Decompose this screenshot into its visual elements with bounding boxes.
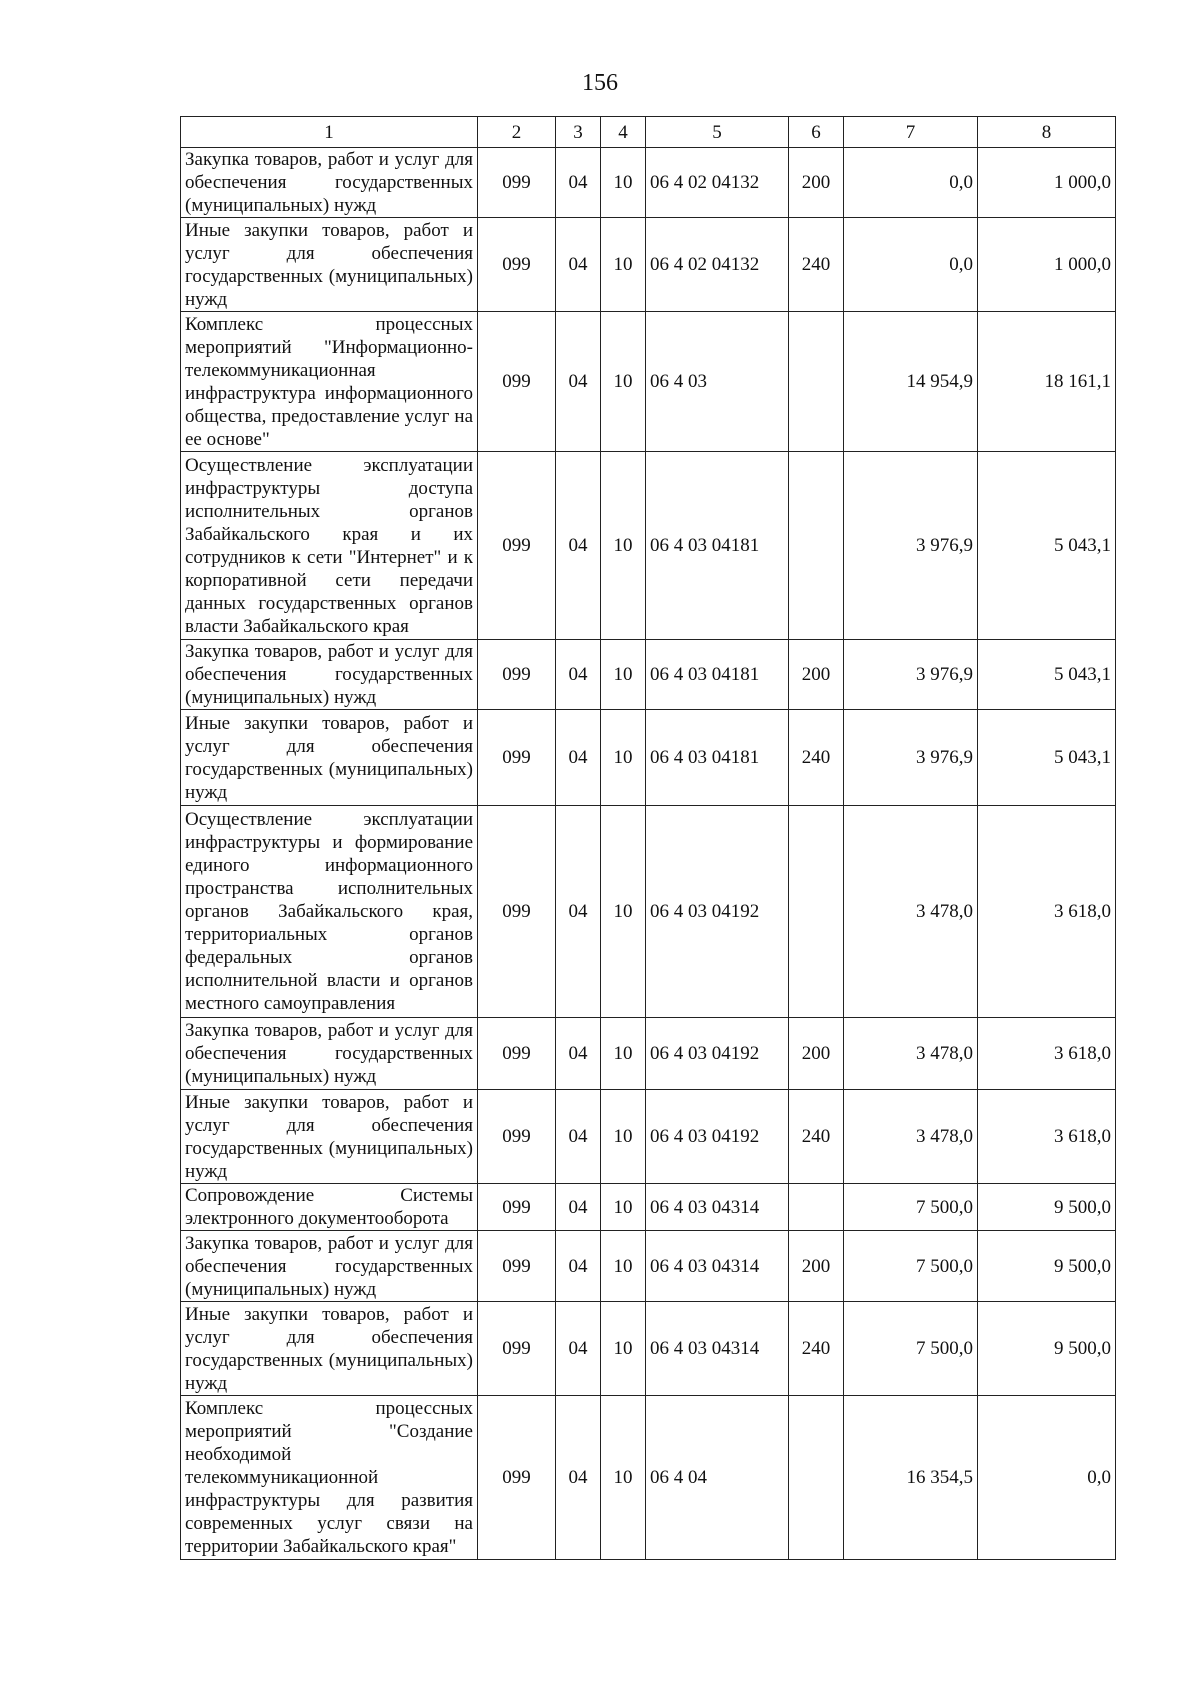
cell-ministry: 099 — [478, 312, 556, 452]
cell-amount-2: 5 043,1 — [978, 640, 1116, 710]
header-row — [181, 117, 1116, 148]
cell-expense-type: 240 — [789, 218, 844, 312]
cell-subsection: 10 — [601, 1302, 646, 1396]
cell-amount-2: 18 161,1 — [978, 312, 1116, 452]
table-row — [181, 1090, 1116, 1184]
row-description: Закупка товаров, работ и услуг для обеспечения государственных (муниципальных) нужд — [181, 1018, 478, 1090]
cell-amount-2: 1 000,0 — [978, 148, 1116, 218]
cell-expense-type — [789, 452, 844, 640]
column-header-5: 5 — [646, 117, 789, 148]
column-header-3: 3 — [556, 117, 601, 148]
table-row — [181, 218, 1116, 312]
table-row — [181, 148, 1116, 218]
cell-amount-1: 16 354,5 — [844, 1396, 978, 1560]
cell-section: 04 — [556, 452, 601, 640]
cell-ministry: 099 — [478, 640, 556, 710]
cell-amount-2: 5 043,1 — [978, 452, 1116, 640]
cell-subsection: 10 — [601, 1396, 646, 1560]
budget-table — [180, 116, 1116, 1560]
cell-section: 04 — [556, 640, 601, 710]
cell-target-code: 06 4 03 04181 — [646, 710, 789, 806]
cell-subsection: 10 — [601, 218, 646, 312]
table-row — [181, 1184, 1116, 1231]
cell-amount-2: 3 618,0 — [978, 1090, 1116, 1184]
cell-ministry: 099 — [478, 1090, 556, 1184]
cell-target-code: 06 4 03 04314 — [646, 1231, 789, 1302]
cell-subsection: 10 — [601, 710, 646, 806]
cell-expense-type: 200 — [789, 640, 844, 710]
cell-amount-1: 3 478,0 — [844, 1018, 978, 1090]
cell-amount-2: 5 043,1 — [978, 710, 1116, 806]
cell-amount-2: 0,0 — [978, 1396, 1116, 1560]
cell-amount-2: 3 618,0 — [978, 806, 1116, 1018]
cell-subsection: 10 — [601, 312, 646, 452]
cell-subsection: 10 — [601, 1018, 646, 1090]
table-row — [181, 806, 1116, 1018]
cell-section: 04 — [556, 312, 601, 452]
cell-target-code: 06 4 04 — [646, 1396, 789, 1560]
table-row — [181, 452, 1116, 640]
cell-expense-type — [789, 806, 844, 1018]
cell-section: 04 — [556, 1018, 601, 1090]
cell-ministry: 099 — [478, 710, 556, 806]
cell-expense-type: 240 — [789, 1302, 844, 1396]
row-description: Сопровождение Системы электронного документооборота — [181, 1184, 478, 1231]
column-header-2: 2 — [478, 117, 556, 148]
cell-subsection: 10 — [601, 1090, 646, 1184]
row-description: Комплекс процессных мероприятий "Информационно-телекоммуникационная инфраструктура информационного общества, предоставление услуг на ее основе" — [181, 312, 478, 452]
row-description: Иные закупки товаров, работ и услуг для обеспечения государственных (муниципальных) нужд — [181, 1090, 478, 1184]
cell-section: 04 — [556, 1396, 601, 1560]
cell-ministry: 099 — [478, 1184, 556, 1231]
cell-ministry: 099 — [478, 1396, 556, 1560]
cell-expense-type — [789, 312, 844, 452]
cell-target-code: 06 4 03 04192 — [646, 806, 789, 1018]
column-header-1: 1 — [181, 117, 478, 148]
column-header-6: 6 — [789, 117, 844, 148]
cell-target-code: 06 4 03 04192 — [646, 1090, 789, 1184]
cell-ministry: 099 — [478, 1018, 556, 1090]
cell-ministry: 099 — [478, 218, 556, 312]
cell-amount-1: 0,0 — [844, 218, 978, 312]
cell-target-code: 06 4 03 04314 — [646, 1184, 789, 1231]
cell-target-code: 06 4 03 04314 — [646, 1302, 789, 1396]
column-header-4: 4 — [601, 117, 646, 148]
cell-target-code: 06 4 03 04192 — [646, 1018, 789, 1090]
column-header-7: 7 — [844, 117, 978, 148]
cell-section: 04 — [556, 1231, 601, 1302]
page-number: 156 — [582, 70, 618, 96]
cell-target-code: 06 4 03 04181 — [646, 452, 789, 640]
table-row — [181, 640, 1116, 710]
cell-amount-1: 7 500,0 — [844, 1184, 978, 1231]
cell-ministry: 099 — [478, 148, 556, 218]
cell-amount-1: 3 976,9 — [844, 452, 978, 640]
cell-amount-1: 3 976,9 — [844, 640, 978, 710]
cell-subsection: 10 — [601, 1184, 646, 1231]
cell-target-code: 06 4 03 04181 — [646, 640, 789, 710]
cell-section: 04 — [556, 218, 601, 312]
cell-section: 04 — [556, 710, 601, 806]
cell-target-code: 06 4 02 04132 — [646, 218, 789, 312]
cell-expense-type — [789, 1184, 844, 1231]
row-description: Комплекс процессных мероприятий "Создание необходимой телекоммуникационной инфраструктуры для развития современных услуг связи на территории Забайкальского края" — [181, 1396, 478, 1560]
cell-section: 04 — [556, 1302, 601, 1396]
cell-expense-type — [789, 1396, 844, 1560]
cell-amount-2: 1 000,0 — [978, 218, 1116, 312]
cell-section: 04 — [556, 1184, 601, 1231]
table-row — [181, 1231, 1116, 1302]
table-row — [181, 1396, 1116, 1560]
cell-expense-type: 240 — [789, 1090, 844, 1184]
cell-expense-type: 200 — [789, 1018, 844, 1090]
cell-ministry: 099 — [478, 1302, 556, 1396]
row-description: Иные закупки товаров, работ и услуг для обеспечения государственных (муниципальных) нужд — [181, 710, 478, 806]
row-description: Иные закупки товаров, работ и услуг для обеспечения государственных (муниципальных) нужд — [181, 218, 478, 312]
cell-target-code: 06 4 03 — [646, 312, 789, 452]
row-description: Осуществление эксплуатации инфраструктуры и формирование единого информационного пространства исполнительных органов Забайкальского края, территориальных органов федеральных органов исполнительной власти и органов местного самоуправления — [181, 806, 478, 1018]
table-row — [181, 710, 1116, 806]
cell-amount-1: 3 478,0 — [844, 806, 978, 1018]
cell-amount-2: 3 618,0 — [978, 1018, 1116, 1090]
cell-ministry: 099 — [478, 452, 556, 640]
row-description: Закупка товаров, работ и услуг для обеспечения государственных (муниципальных) нужд — [181, 148, 478, 218]
cell-amount-1: 14 954,9 — [844, 312, 978, 452]
cell-subsection: 10 — [601, 148, 646, 218]
cell-section: 04 — [556, 806, 601, 1018]
row-description: Закупка товаров, работ и услуг для обеспечения государственных (муниципальных) нужд — [181, 1231, 478, 1302]
cell-target-code: 06 4 02 04132 — [646, 148, 789, 218]
row-description: Закупка товаров, работ и услуг для обеспечения государственных (муниципальных) нужд — [181, 640, 478, 710]
row-description: Осуществление эксплуатации инфраструктуры доступа исполнительных органов Забайкальского края и их сотрудников к сети "Интернет" и к корпоративной сети передачи данных государственных органов власти Забайкальского края — [181, 452, 478, 640]
cell-amount-1: 7 500,0 — [844, 1302, 978, 1396]
cell-expense-type: 200 — [789, 148, 844, 218]
table-row — [181, 312, 1116, 452]
cell-amount-1: 7 500,0 — [844, 1231, 978, 1302]
cell-amount-1: 0,0 — [844, 148, 978, 218]
cell-subsection: 10 — [601, 640, 646, 710]
cell-subsection: 10 — [601, 806, 646, 1018]
row-description: Иные закупки товаров, работ и услуг для обеспечения государственных (муниципальных) нужд — [181, 1302, 478, 1396]
cell-amount-1: 3 976,9 — [844, 710, 978, 806]
cell-expense-type: 200 — [789, 1231, 844, 1302]
cell-amount-2: 9 500,0 — [978, 1231, 1116, 1302]
cell-section: 04 — [556, 1090, 601, 1184]
cell-subsection: 10 — [601, 1231, 646, 1302]
cell-ministry: 099 — [478, 806, 556, 1018]
column-header-8: 8 — [978, 117, 1116, 148]
cell-amount-2: 9 500,0 — [978, 1184, 1116, 1231]
cell-ministry: 099 — [478, 1231, 556, 1302]
cell-expense-type: 240 — [789, 710, 844, 806]
cell-subsection: 10 — [601, 452, 646, 640]
cell-amount-2: 9 500,0 — [978, 1302, 1116, 1396]
cell-section: 04 — [556, 148, 601, 218]
cell-amount-1: 3 478,0 — [844, 1090, 978, 1184]
table-row — [181, 1018, 1116, 1090]
table-row — [181, 1302, 1116, 1396]
